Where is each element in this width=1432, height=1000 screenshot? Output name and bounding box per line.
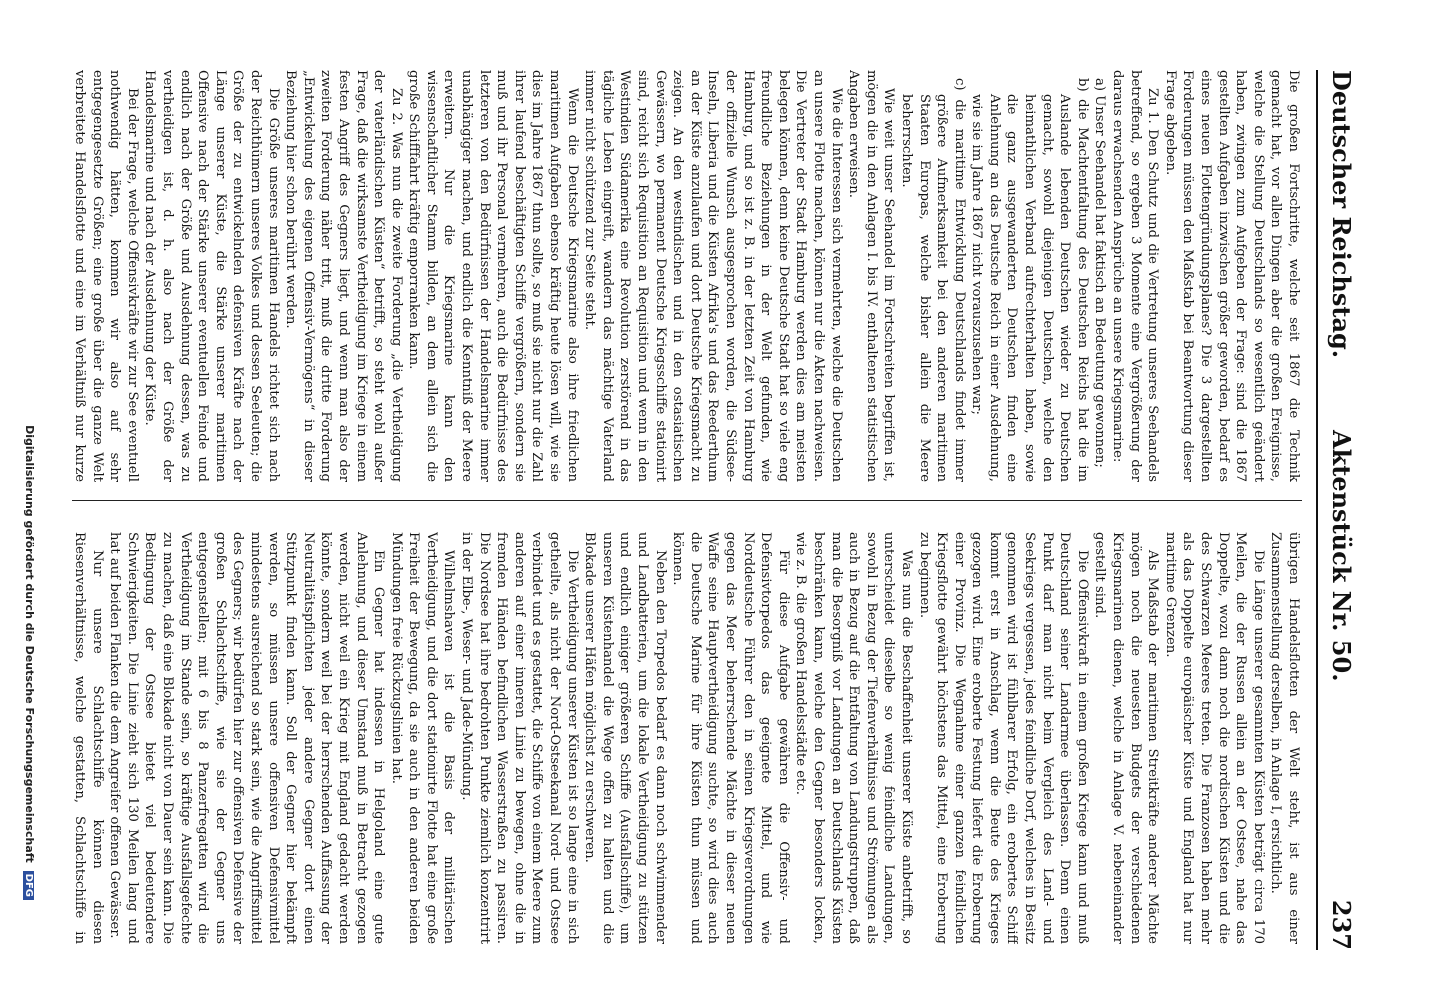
left-column <box>72 70 1302 482</box>
digitization-note: Digitalisierung gefördert durch die Deutsche Forschungsgemeinschaft <box>23 425 36 863</box>
column-divider <box>72 500 1302 501</box>
paragraph: Die Größe unseres maritimen Handels richtet sich nach der Reichthümern unseres Volkes und dessen Seeleuten; die Größe der zu entwickelnden defensiven Kräfte nach der Länge unserer Küste, die Stärke unserer maritimen Offensive nach der Stärke unserer eventuellen Feinde und endlich nach der Größe und Ausdehnung dessen, was zu vertheidigen ist, d. h. also nach der Größe der Handelsmarine und nach der Ausdehnung der Küste. <box>142 70 281 482</box>
paragraph: Zu 1. Den Schutz und die Vertretung unseres Seehandels betreffend, so ergeben 3 Momente eine Vergrößerung der daraus erwachsenden Ansprüche an unsere Kriegsmarine: <box>1110 70 1161 482</box>
dfg-logo: DFG <box>23 871 34 900</box>
list-item: b) die Machtentfaltung des Deutschen Reichs hat die im Auslande lebenden Deutschen wieder zu Deutschen gemacht, sowohl diejenigen Deutschen, welche den heimathlichen Verband aufrechterhalten haben, sowie die ganz ausgewanderten Deutschen finden eine Anlehnung an das Deutsche Reich in einer Ausdehnung, wie sie im Jahre 1867 nicht vorauszusehen war; <box>969 78 1090 482</box>
paragraph: Die Länge unserer gesammten Küsten beträgt circa 170 Meilen, die der Russen allein an der Ostsee, nahe das Doppelte, wozu dann noch die nordischen Küsten und die des Schwarzen Meeres treten. Die Franzosen haben mehr als das Doppelte europäischer Küste und England hat nur maritime Grenzen. <box>1162 532 1266 944</box>
paragraph: Wie weit unser Seehandel im Fortschreiten begriffen ist, mögen die in den Anlagen I. bis IV. enthaltenen statistischen Angaben erweisen. <box>846 70 897 482</box>
paragraph: übrigen Handelsflotten der Welt steht, ist aus einer Zusammenstellung derselben, in Anlage I, ersichtlich. <box>1268 532 1301 944</box>
digitization-footer <box>23 140 36 900</box>
paragraph: Nur unsere Schlachtschiffe können diesen Riesenverhältnisse, welche gestatten, Schlachtschiffe in <box>72 532 105 944</box>
right-column <box>72 532 1302 944</box>
list-item: a) Unser Seehandel hat faktisch an Bedeutung gewonnen; <box>1092 78 1108 468</box>
paragraph: Die Offensivkraft in einem großen Kriege kann und muß Deutschland seiner Landarmee überlassen. Denn einen Punkt darf man nicht beim Vergleich des Land- und Seekriegs vergessen, jedes feindliche Dorf, welches in Besitz genommen wird ist fühlbarer Erfolg, ein erobertes Schiff kommt erst in Anschlag, wenn die Beute des Krieges gezogen wird. Eine eroberte Festung liefert die Eroberung einer Provinz. Die Wegnahme einer ganzen feindlichen Kriegsflotte gewährt höchstens das Mittel, eine Eroberung zu beginnen. <box>916 532 1090 944</box>
paragraph: Die großen Fortschritte, welche seit 1867 die Technik gemacht hat, vor allen Dingen aber die großen Ereignisse, welche die Stellung Deutschlands so wesentlich geändert haben, zwingen zum Aufgeben der Frage: sind die 1867 gestellten Aufgaben inzwischen größer geworden, bedarf es eines neuen Flottengründungsplanes? Die 3 dargestellten Forderungen müssen den Maßstab bei Beantwortung dieser Frage abgeben. <box>1162 70 1301 482</box>
running-header <box>1316 70 1362 950</box>
paragraph: Ein Gegner hat indessen in Helgoland eine gute Anlehnung, und dieser Umstand muß in Betracht gezogen werden, nicht weil ein Krieg mit England gedacht werden könnte, sondern weil bei der herrschenden Auffassung der Neutralitätspflichten jeder andere Gegner dort einen Stützpunkt finden kann. Soll der Gegner hier bekämpft werden, so müssen unsere offensiven Defensivmittel mindestens ausreichend so stark sein, wie die Angriffsmittel des Gegners; wir bedürfen hier zur offensiven Defensive der großen Schlachtschiffe, wie sie der Gegner uns entgegenstellen; mit 6 bis 8 Panzerfregatten wird die Vertheidigung im Stande sein, so kräftige Ausfallsgefechte zu machen, daß eine Blokade nicht von Dauer sein kann. Die Bedingung der Ostsee bietet viel bedeutendere Schwierigkeiten. Die Linie zieht sich 130 Meilen lang und hat auf beiden Flanken die dem Angreifer offenen Gewässer. <box>107 532 387 944</box>
page-number: 237 <box>1327 899 1356 950</box>
paragraph: Wilhelmshaven ist die Basis der militärischen Vertheidigung, und die dort stationirte Flotte hat eine große Freiheit der Bewegung, da sie auch in den anderen beiden Mündungen freie Rückzugslinien hat. <box>388 532 457 944</box>
list-item: c) die maritime Entwicklung Deutschlands findet immer größere Aufmerksamkeit bei den anderen maritimen Staaten Europas, welche bisher allein die Meere beherrschten. <box>898 78 967 482</box>
document-number: Aktenstück Nr. 50. <box>1327 430 1356 682</box>
paragraph: Zu 2. Was nun die zweite Forderung „die Vertheidigung der vaterländischen Küsten“ betrifft, so steht wohl außer Frage, daß die wirksamste Vertheidigung im Kriege in einem festen Angriff des Gegners liegt, und wenn man also der zweiten Forderung näher tritt, muß die dritte Forderung „Entwickelung des eigenen Offensiv-Vermögens“ in dieser Beziehung hier schon berührt werden. <box>283 70 404 482</box>
paragraph: Als Maßstab der maritimen Streitkräfte anderer Mächte mögen noch die neuesten Budgets der verschiedenen Kriegsmarinen dienen, welche in Anlage V. nebeneinander gestellt sind. <box>1092 532 1161 944</box>
paragraph: Bei der Frage, welche Offensivkräfte wir zur See eventuell nothwendig hätten, kommen wir also auf sehr entgegengesetzte Größen; eine große über die ganze Welt verbreitete Handelsflotte und eine im Verhältniß nur kurze <box>72 70 140 482</box>
paragraph: Neben den Torpedos bedarf es dann noch schwimmender und Landbatterien, um die lokale Vertheidigung zu stützen und endlich einiger größeren Schiffe (Ausfallschiffe), um unseren Küstenhandel die Wege offen zu halten und die Blokade unserer Häfen möglichst zu erschweren. <box>582 532 668 944</box>
paragraph: Wie die Interessen sich vermehrten, welche die Deutschen an unsere Flotte machen, können nur die Akten nachweisen. Die Vertreter der Stadt Hamburg werden dies am meisten belegen können, denn keine Deutsche Stadt hat so viele eng freundliche Beziehungen in der Welt gefunden, wie Hamburg, und so ist z. B. in der letzten Zeit von Hamburg der offizielle Wunsch ausgesprochen worden, die Südsee-Inseln, Liberia und die Küsten Afrika's und das Reederthum an der Küste anzulaufen und dort Deutsche Kriegsmacht zu zeigen. An den westindischen und in den ostasiatischen Gewässern, wo permanent Deutsche Kriegsschiffe stationirt sind, reicht sich Requisition an Requisition und wenn in den Westindien Südamerika eine Revolution zerstörend in das tägliche Leben eingreift, wandern das mächtige Vaterland immer nicht schützend zur Seite steht. <box>582 70 844 482</box>
paragraph: Was nun die Beschaffenheit unserer Küste anbetrifft, so unterscheidet dieselbe so wenig feindliche Landungen, sowohl in Bezug der Tiefenverhältnisse und Strömungen als auch in Bezug auf die Entfaltung von Landungstruppen, daß man die Besorgniß vor Landungen an Deutschlands Küsten beschränken kann, welche den Gegner besonders locken, wie z. B. die großen Handelsstädte etc. <box>793 532 914 944</box>
publication-title: Deutscher Reichstag. <box>1327 70 1356 359</box>
paragraph: Die Vertheidigung unserer Küsten ist so lange eine in sich getheilte, als nicht der Nord-Ostseekanal Nord- und Ostsee verbindet und es gestattet, die Schiffe von einem Meere zum anderen auf einer inneren Linie zu bewegen, ohne die in fremden Händen befindlichen Wasserstraßen zu passiren. Die Nordsee hat ihre bedrohten Punkte ziemlich konzentrirt in der Elbe-, Weser- und Jade-Mündung. <box>459 532 580 944</box>
paragraph: Für diese Aufgabe gewähren die Offensiv- und Defensivtorpedos das geeignete Mittel, und wie Norddeutsche Führer den in seinen Kriegsverordnungen gegen das Meer beherrschende Mächte in dieser neuen Waffe seine Hauptvertheidigung suchte, so wird dies auch die Deutsche Marine für ihre Küsten thun müssen und können. <box>670 532 791 944</box>
paragraph: Wenn die Deutsche Kriegsmarine also ihre friedlichen maritimen Aufgaben ebenso kräftig heute lösen will, wie sie dies im Jahre 1867 thun sollte, so muß sie nicht nur die Zahl ihrer laufend beschäftigten Schiffe vergrößern, sondern sie muß und ihr Personal vermehren, auch die Bedürfnisse des letzteren von den Bedürfnissen der Handelsmarine immer unabhängiger machen, und endlich die Kenntniß der Meere erweitern. Nur die Kriegsmarine kann den wissenschaftlicher Stamm bilden, an dem allein sich die große Schifffahrt kräftig emporranken kann. <box>406 70 580 482</box>
